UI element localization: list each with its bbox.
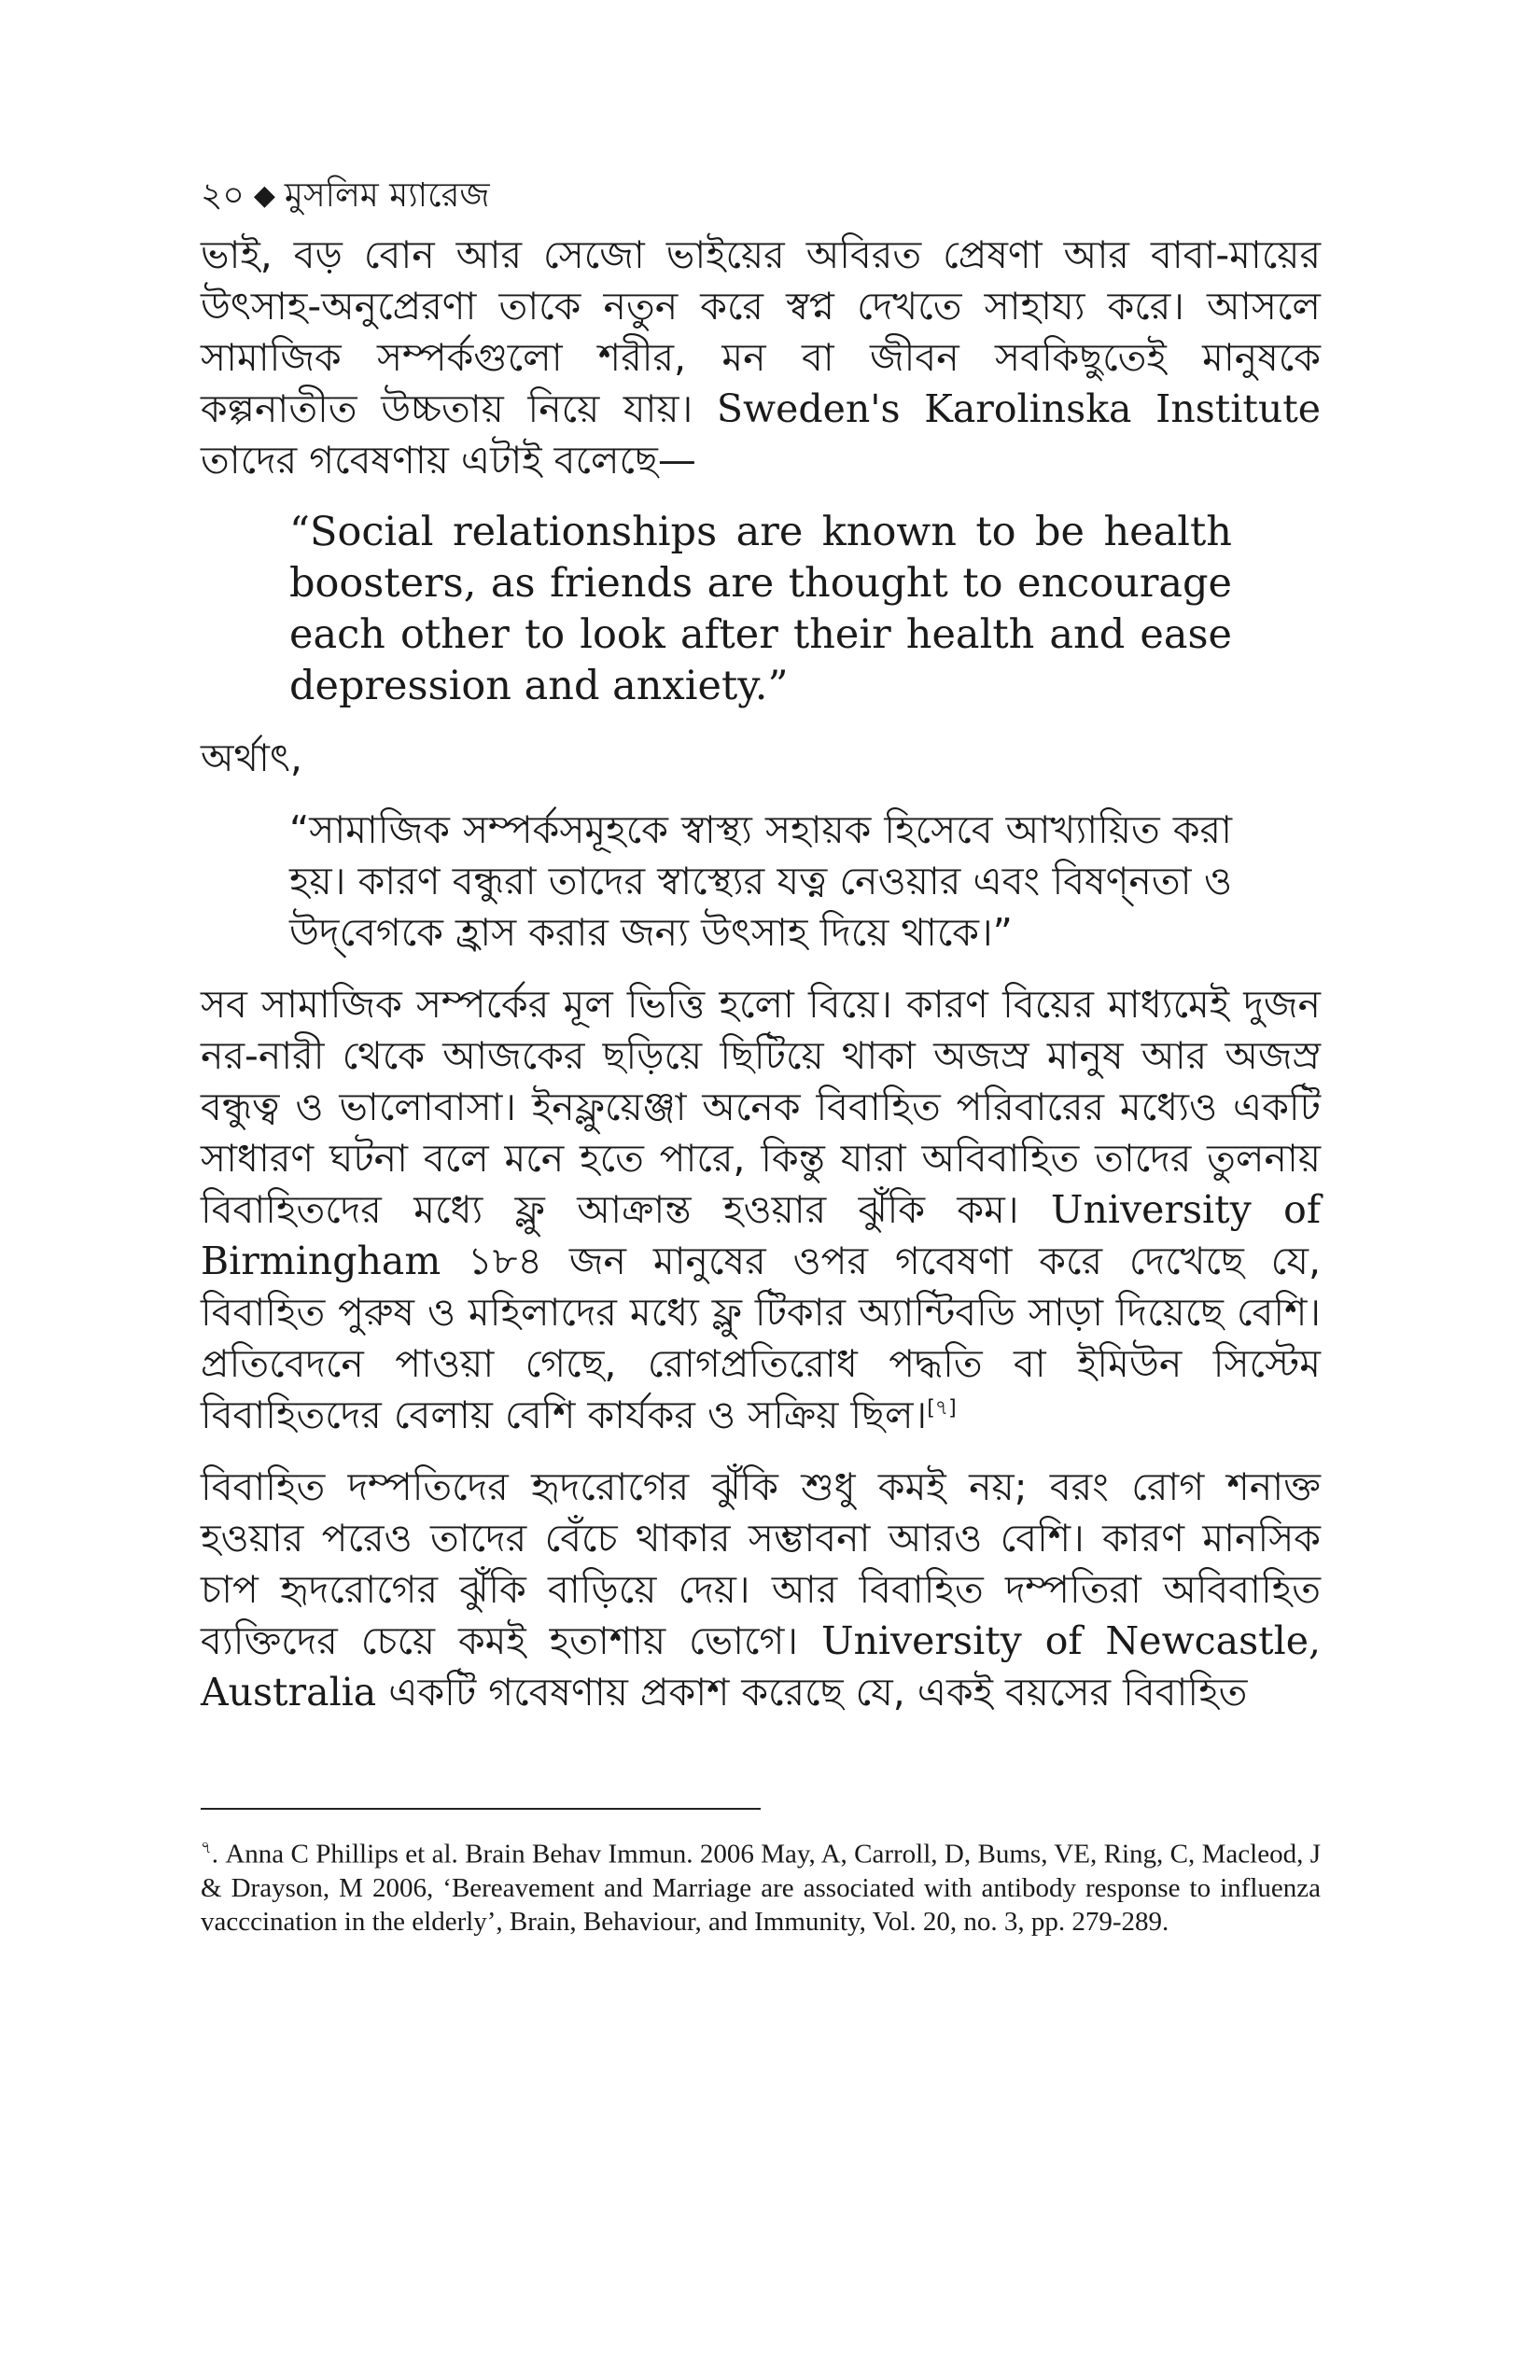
page-header xyxy=(201,168,1321,224)
paragraph-1-text: ভাই, বড় বোন আর সেজো ভাইয়ের অবিরত প্রেষণা আর বাবা-মায়ের উৎসাহ-অনুপ্রেরণা তাকে নতুন করে স্বপ্ন দেখতে সাহায্য করে। আসলে সামাজিক সম্পর্কগুলো শরীর, মন বা জীবন সবকিছুতেই মানুষকে কল্পনাতীত উচ্চতায় নিয়ে যায়। xyxy=(201,232,1321,431)
paragraph-3-text-b: একটি গবেষণায় প্রকাশ করেছে যে, একই বয়সের বিবাহিত xyxy=(388,1670,1248,1715)
paragraph-2 xyxy=(201,979,1321,1441)
paragraph-1-institute: Sweden's Karolinska Institute xyxy=(716,386,1321,431)
footnote-divider xyxy=(201,1808,761,1810)
paragraph-3 xyxy=(201,1462,1321,1718)
paragraph-3-university: University of Newcastle, Australia xyxy=(201,1618,1321,1715)
book-title: মুসলিম ম্যারেজ xyxy=(284,176,490,215)
meaning-label: অর্থাৎ, xyxy=(201,735,302,780)
english-quote: “Social relationships are known to be health boosters, as friends are thought to encourage each other to look after their health and ease depression and anxiety.” xyxy=(289,509,1232,709)
paragraph-1 xyxy=(201,230,1321,486)
paragraph-2-text-a: সব সামাজিক সম্পর্কের মূল ভিত্তি হলো বিয়ে। কারণ বিয়ের মাধ্যমেই দুজন নর-নারী থেকে আজকের ছড়িয়ে ছিটিয়ে থাকা অজস্র মানুষ আর অজস্র বন্ধুত্ব ও ভালোবাসা। ইনফ্লুয়েঞ্জা অনেক বিবাহিত পরিবারের মধ্যেও একটি সাধারণ ঘটনা বলে মনে হতে পারে, কিন্তু যারা অবিবাহিত তাদের তুলনায় বিবাহিতদের মধ্যে ফ্লু আক্রান্ত হওয়ার ঝুঁকি কম। xyxy=(201,982,1321,1232)
footnote-text: . Anna C Phillips et al. Brain Behav Immun. 2006 May, A, Carroll, D, Bums, VE, Ring, C, Macleod, J & Drayson, M 2006, ‘Bereavement and Marriage are associated with antibody response to influenza vacccination in the elderly’, Brain, Behaviour, and Immunity, Vol. 20, no. 3, pp. 279-289. xyxy=(201,1839,1321,1937)
book-page xyxy=(201,168,1321,2343)
footnote xyxy=(201,1830,1321,1939)
bangla-quote: “সামাজিক সম্পর্কসমূহকে স্বাস্থ্য সহায়ক হিসেবে আখ্যায়িত করা হয়। কারণ বন্ধুরা তাদের স্বাস্থ্যের যত্ন নেওয়ার এবং বিষণ্নতা ও উদ্‌বেগকে হ্রাস করার জন্য উৎসাহ দিয়ে থাকে।” xyxy=(289,807,1232,955)
paragraph-2-text-b: ১৮৪ জন মানুষের ওপর গবেষণা করে দেখেছে যে, বিবাহিত পুরুষ ও মহিলাদের মধ্যে ফ্লু টিকার অ্যান্টিবডি সাড়া দিয়েছে বেশি। প্রতিবেদনে পাওয়া গেছে, রোগপ্রতিরোধ পদ্ধতি বা ইমিউন সিস্টেম বিবাহিতদের বেলায় বেশি কার্যকর ও সক্রিয় ছিল। xyxy=(201,1239,1321,1437)
footnote-marker: ৭ xyxy=(201,1838,212,1856)
paragraph-1-tail: তাদের গবেষণায় এটাই বলেছে— xyxy=(201,438,696,483)
paragraph-2-university: University of Birmingham xyxy=(201,1187,1321,1283)
page-number: ২০ xyxy=(201,176,245,215)
diamond-separator-icon: ◆ xyxy=(253,179,275,212)
paragraph-3-text-a: বিবাহিত দম্পতিদের হৃদরোগের ঝুঁকি শুধু কমই নয়; বরং রোগ শনাক্ত হওয়ার পরেও তাদের বেঁচে থাকার সম্ভাবনা আরও বেশি। কারণ মানসিক চাপ হৃদরোগের ঝুঁকি বাড়িয়ে দেয়। আর বিবাহিত দম্পতিরা অবিবাহিত ব্যক্তিদের চেয়ে কমই হতাশায় ভোগে। xyxy=(201,1464,1321,1663)
footnote-reference[interactable]: [৭] xyxy=(927,1396,957,1421)
